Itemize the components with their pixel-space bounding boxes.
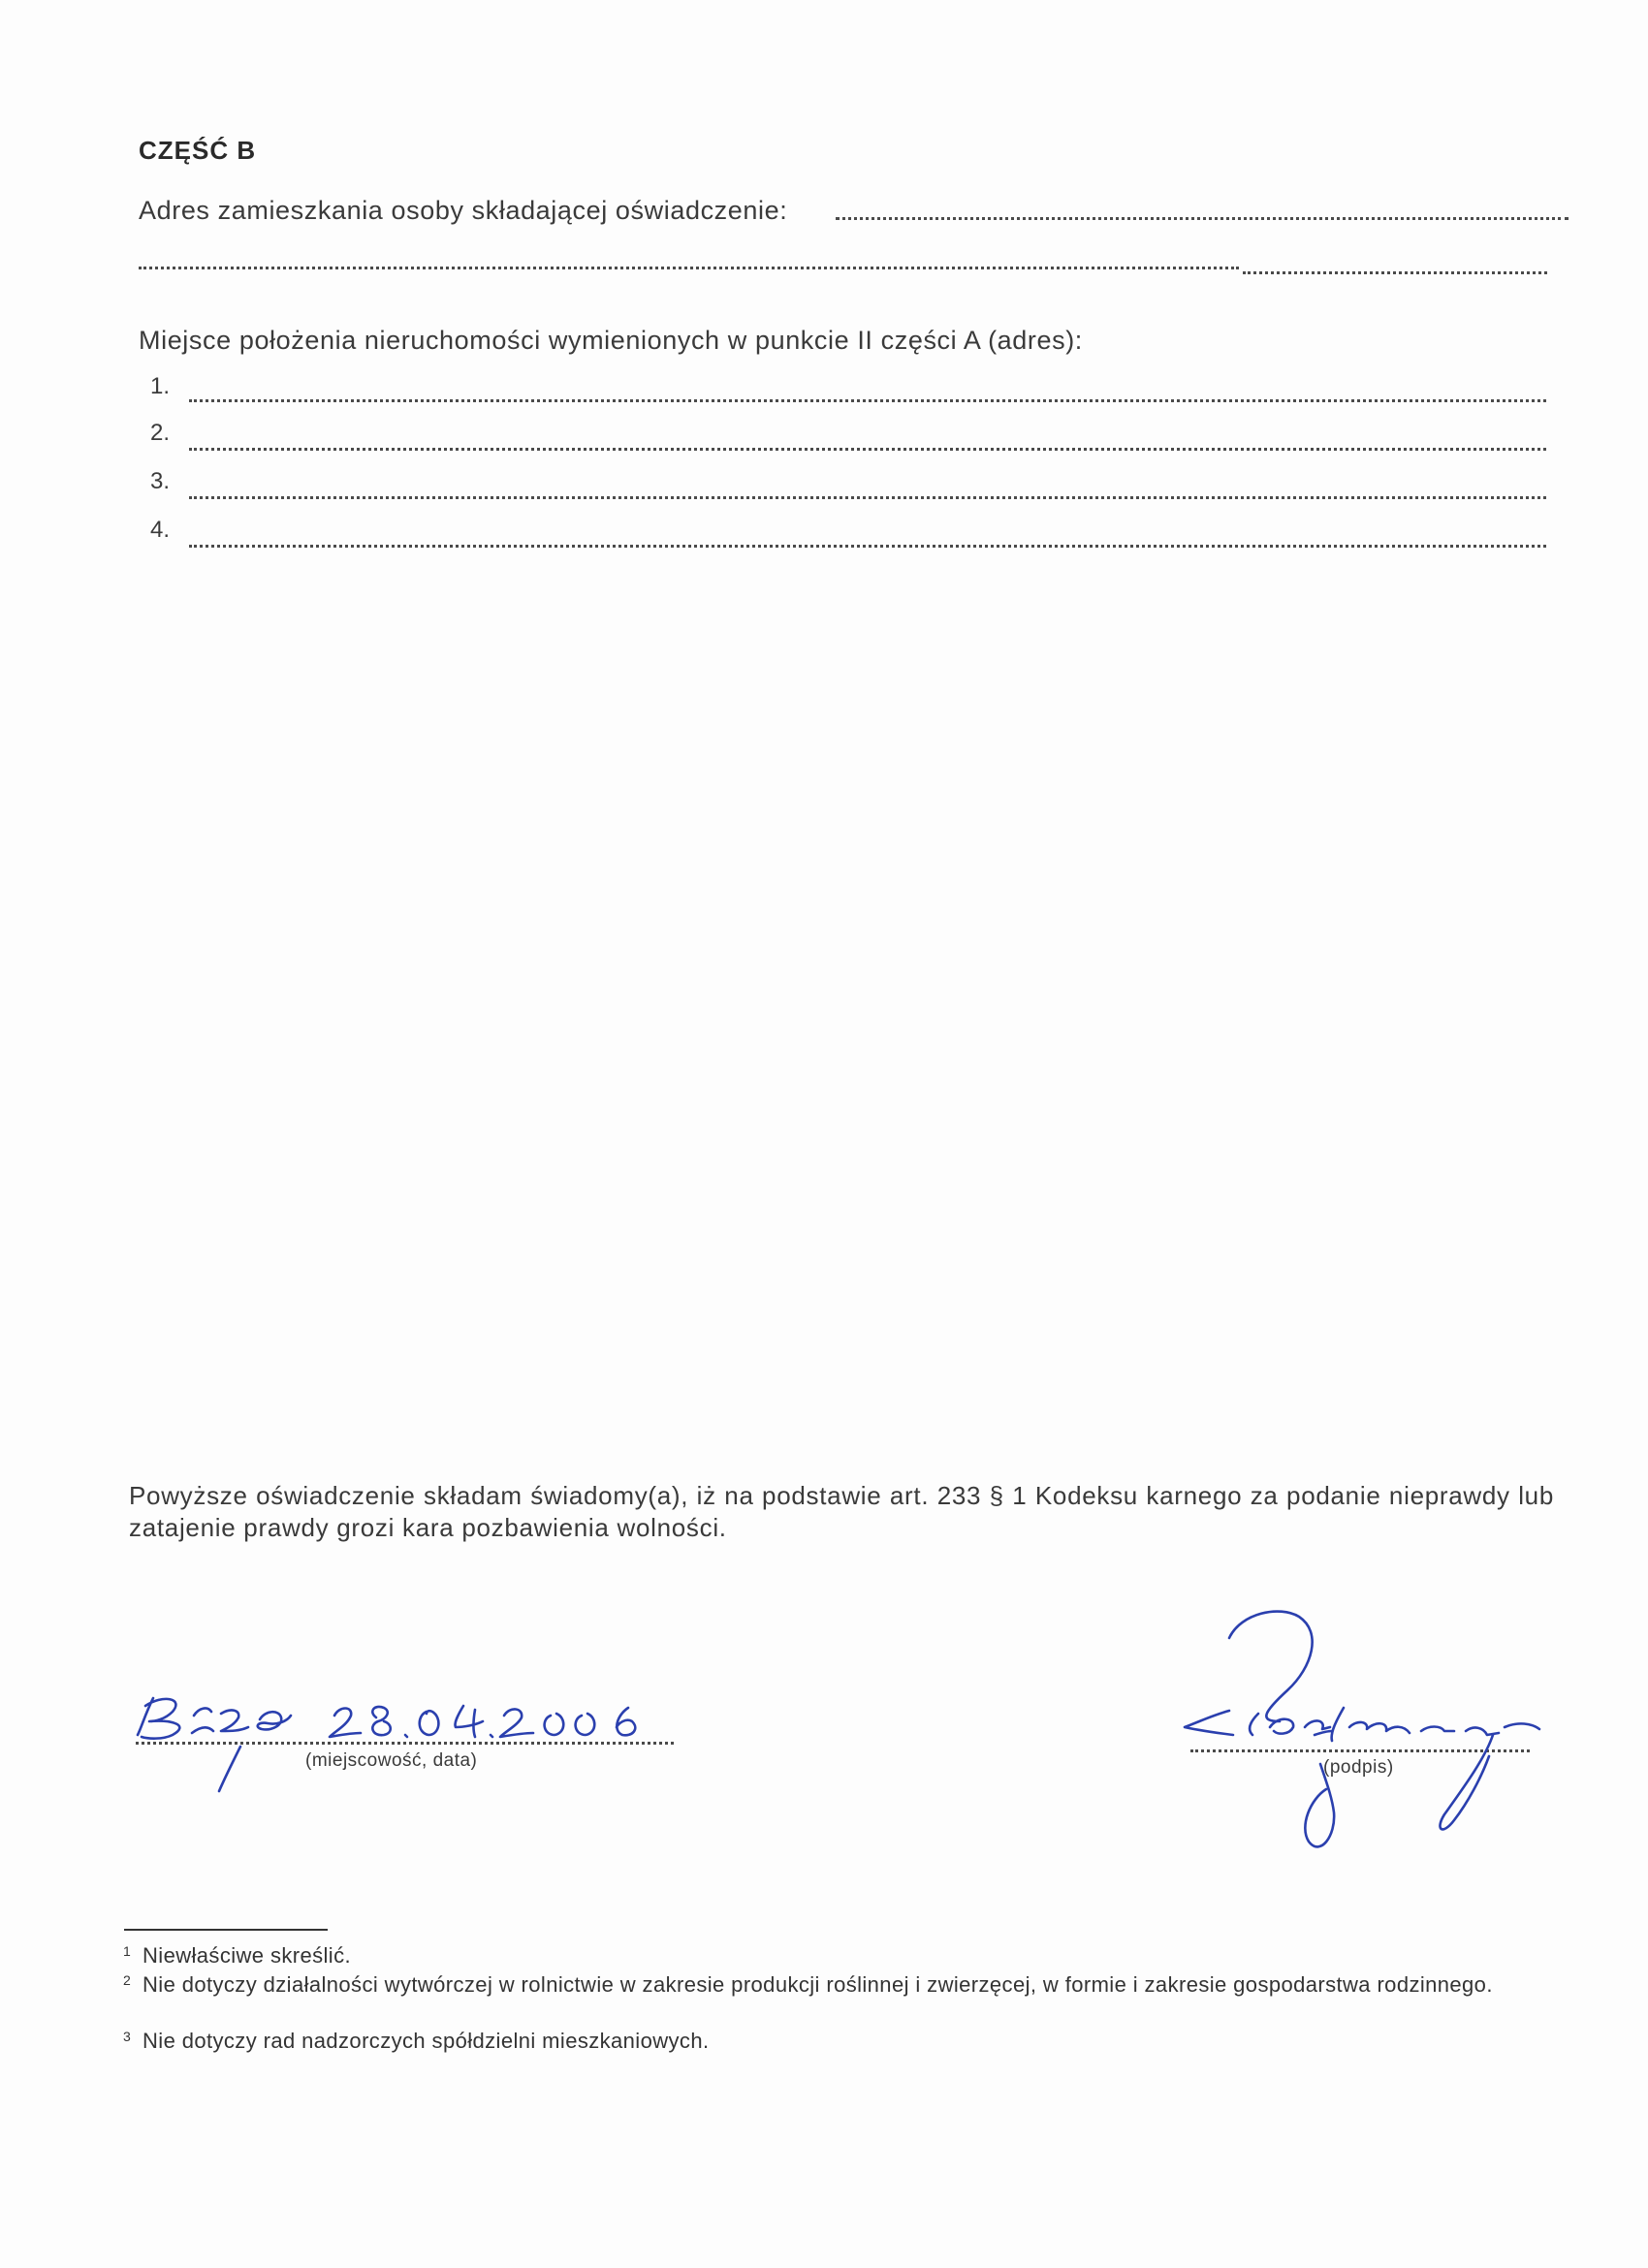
footnote-separator	[124, 1929, 328, 1931]
signature-mark	[1185, 1612, 1539, 1847]
declaration-text: Powyższe oświadczenie składam świadomy(a), iż na podstawie art. 233 § 1 Kodeksu karnego za podanie nieprawdy lub zatajenie prawdy grozi kara pozbawienia wolności.	[129, 1481, 1554, 1542]
signature-caption: (podpis)	[1323, 1757, 1394, 1778]
location-item-number: 2.	[150, 420, 171, 446]
place-date-caption: (miejscowość, data)	[305, 1750, 478, 1771]
footnote-2	[123, 1971, 1548, 1998]
footnote-1	[123, 1942, 1548, 1969]
section-heading: CZĘŚĆ B	[139, 136, 257, 165]
footnote-mark: 3	[123, 2029, 132, 2044]
footnote-text: Nie dotyczy rad nadzorczych spółdzielni mieszkaniowych.	[143, 2029, 710, 2053]
location-item-number: 4.	[150, 517, 171, 543]
footnote-text: Niewłaściwe skreślić.	[143, 1943, 351, 1968]
location-label: Miejsce położenia nieruchomości wymienionych w punkcie II części A (adres):	[139, 326, 1083, 355]
footnote-text: Nie dotyczy działalności wytwórczej w rolnictwie w zakresie produkcji roślinnej i zwierzęcej, w formie i zakresie gospodarstwa rodzinnego.	[143, 1972, 1493, 1997]
footnote-mark: 2	[123, 1972, 132, 1988]
handwritten-place-date	[138, 1698, 635, 1791]
location-item-number: 3.	[150, 468, 171, 494]
footnote-mark: 1	[123, 1943, 132, 1959]
footnote-3	[123, 2028, 1548, 2054]
location-item-number: 1.	[150, 373, 171, 399]
address-label: Adres zamieszkania osoby składającej oświadczenie:	[139, 196, 788, 225]
